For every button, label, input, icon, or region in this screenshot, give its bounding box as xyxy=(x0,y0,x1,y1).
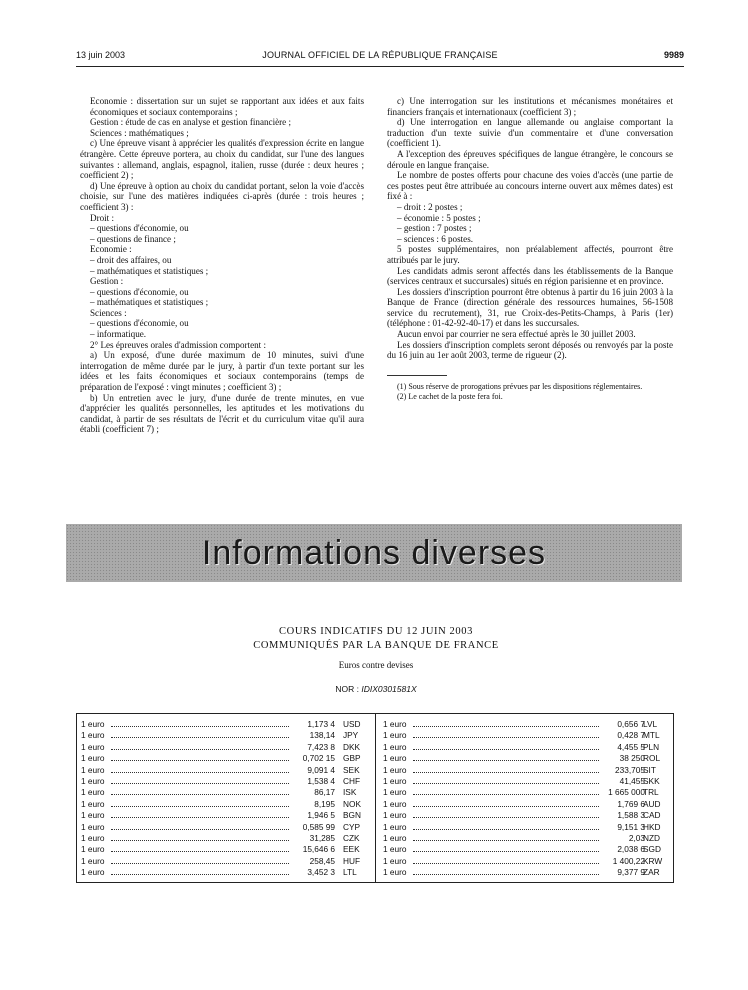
rate-value: 9,091 4 xyxy=(307,764,335,775)
paragraph: – informatique. xyxy=(90,329,147,340)
rate-row xyxy=(81,719,371,730)
rate-unit: 1 euro xyxy=(383,741,407,752)
currency-code: JPY xyxy=(343,730,359,741)
footnotes xyxy=(387,375,673,402)
rate-unit: 1 euro xyxy=(383,832,407,843)
rate-value: 0,656 7 xyxy=(617,719,645,729)
paragraph: Droit : xyxy=(90,212,114,223)
dot-leader xyxy=(111,772,289,773)
rate-row xyxy=(81,833,371,844)
rate-row xyxy=(81,810,371,821)
rate-unit: 1 euro xyxy=(81,719,105,729)
dot-leader xyxy=(111,863,289,864)
paragraph: – questions d'économie, ou xyxy=(90,286,189,297)
paragraph: Gestion : xyxy=(90,276,124,287)
rate-unit: 1 euro xyxy=(383,855,407,866)
paragraph: Gestion : étude de cas en analyse et gestion financière ; xyxy=(90,117,291,128)
rate-row xyxy=(81,765,371,776)
dot-leader xyxy=(413,794,599,795)
rate-row xyxy=(81,730,371,741)
rate-unit: 1 euro xyxy=(383,753,407,764)
currency-code: CAD xyxy=(643,810,661,821)
nor-reference xyxy=(76,684,676,694)
paragraph: Economie : xyxy=(90,244,132,255)
dot-leader xyxy=(413,863,599,864)
currency-code: SKK xyxy=(643,775,660,786)
rate-row xyxy=(383,822,673,833)
rate-row xyxy=(81,856,371,867)
paragraph: – droit des affaires, ou xyxy=(90,254,172,265)
rates-title-line-2: COMMUNIQUÉS PAR LA BANQUE DE FRANCE xyxy=(253,640,499,651)
banner-title: Informations diverses xyxy=(201,534,547,572)
rate-value: 138,14 xyxy=(309,730,335,741)
paragraph: a) Un exposé, d'une durée maximum de 10 minutes, suivi d'une interrogation de même durée par le jury, à partir d'un texte portant sur les idées et les faits économiques et sociaux contemporains (temps de préparation de l'exposé : vingt minutes ; coefficient 3) ; xyxy=(80,350,364,393)
rate-value: 41,455 xyxy=(619,775,645,786)
header-rule xyxy=(76,66,684,67)
rate-row xyxy=(383,787,673,798)
paragraph: Les candidats admis seront affectés dans les établissements de la Banque (services centraux et succursales) situés en région parisienne et en province. xyxy=(387,265,673,287)
dot-leader xyxy=(413,829,599,830)
dot-leader xyxy=(413,806,599,807)
rate-value: 0,585 99 xyxy=(302,821,335,832)
exchange-rates-table xyxy=(76,713,674,883)
dot-leader xyxy=(111,783,289,784)
rate-row xyxy=(383,833,673,844)
paragraph: Economie : dissertation sur un sujet se rapportant aux idées et aux faits économiques et sociaux contemporains ; xyxy=(90,96,364,117)
footnote-rule xyxy=(387,375,447,376)
paragraph: Les dossiers d'inscription pourront être obtenus à partir du 16 juin 2003 à la Banque de France (direction générale des ressources humaines, 56-1508 service du recrutement), 31, rue Croix-des-Petits-Champs, à Paris (1er) (téléphone : 01-42-92-40-17) et dans les succursales. xyxy=(387,286,673,329)
rate-unit: 1 euro xyxy=(383,821,407,832)
rate-value: 15,646 6 xyxy=(302,844,335,855)
rate-value: 1,588 3 xyxy=(617,810,645,821)
rate-unit: 1 euro xyxy=(81,832,105,843)
rate-row xyxy=(81,799,371,810)
rate-value: 8,195 xyxy=(314,798,335,809)
paragraph: Les dossiers d'inscription complets seront déposés ou renvoyés par la poste du 16 juin au 1er août 2003, terme de rigueur (2). xyxy=(387,339,673,361)
dot-leader xyxy=(111,829,289,830)
currency-code: HKD xyxy=(643,821,661,832)
paragraph: d) Une interrogation en langue allemande ou anglaise comportant la traduction d'un texte suivie d'un commentaire et d'une conversation (coefficient 1). xyxy=(387,117,673,149)
rate-unit: 1 euro xyxy=(81,844,105,855)
currency-code: DKK xyxy=(343,741,361,752)
dot-leader xyxy=(413,760,599,761)
currency-code: TRL xyxy=(643,787,659,798)
rate-value: 0,428 7 xyxy=(617,730,645,741)
currency-code: KRW xyxy=(643,855,663,866)
rate-value: 1,769 6 xyxy=(617,798,645,809)
currency-code: AUD xyxy=(643,798,661,809)
rate-row xyxy=(383,776,673,787)
rates-column-left xyxy=(81,719,371,878)
currency-code: NOK xyxy=(343,798,361,809)
dot-leader xyxy=(413,772,599,773)
rate-row xyxy=(81,787,371,798)
currency-code: ZAR xyxy=(643,867,660,878)
currency-code: USD xyxy=(343,719,361,729)
currency-code: CYP xyxy=(343,821,361,832)
dot-leader xyxy=(111,806,289,807)
table-divider xyxy=(375,714,376,882)
rate-row xyxy=(81,867,371,878)
footnote-1: (1) Sous réserve de prorogations prévues par les dispositions réglementaires. xyxy=(397,381,643,391)
header-page-number: 9989 xyxy=(663,50,684,60)
currency-code: LTL xyxy=(343,867,357,878)
rate-unit: 1 euro xyxy=(383,810,407,821)
rate-row xyxy=(81,753,371,764)
paragraph: – sciences : 6 postes. xyxy=(397,233,474,244)
dot-leader xyxy=(111,737,289,738)
rate-value: 86,17 xyxy=(314,787,335,798)
currency-code: SGD xyxy=(643,844,661,855)
footnote-2: (2) Le cachet de la poste fera foi. xyxy=(397,391,503,401)
rate-unit: 1 euro xyxy=(383,867,407,878)
dot-leader xyxy=(413,874,599,875)
dot-leader xyxy=(413,817,599,818)
rate-value: 1,538 4 xyxy=(307,775,335,786)
rates-subtitle: Euros contre devises xyxy=(338,660,414,670)
rate-row xyxy=(383,810,673,821)
rate-row xyxy=(383,765,673,776)
paragraph: – questions d'économie, ou xyxy=(90,318,189,329)
rate-value: 2,03 xyxy=(628,832,645,843)
paragraph: – économie : 5 postes ; xyxy=(397,212,481,223)
dot-leader xyxy=(111,851,289,852)
rate-unit: 1 euro xyxy=(383,844,407,855)
currency-code: GBP xyxy=(343,753,361,764)
dot-leader xyxy=(413,840,599,841)
dot-leader xyxy=(111,726,289,727)
rate-value: 258,45 xyxy=(309,855,335,866)
rate-unit: 1 euro xyxy=(81,867,105,878)
paragraph: c) Une interrogation sur les institutions et mécanismes monétaires et financiers français et internationaux (coefficient 3) ; xyxy=(387,96,673,117)
header-journal-title: JOURNAL OFFICIEL DE LA RÉPUBLIQUE FRANÇAISE xyxy=(262,50,498,60)
paragraph: – mathématiques et statistiques ; xyxy=(90,265,209,276)
rate-value: 9,377 9 xyxy=(617,867,645,878)
currency-code: LVL xyxy=(643,719,658,729)
rate-unit: 1 euro xyxy=(81,775,105,786)
nor-code: IDIX0301581X xyxy=(361,684,417,694)
rate-row xyxy=(383,730,673,741)
dot-leader xyxy=(111,749,289,750)
dot-leader xyxy=(413,783,599,784)
currency-code: ROL xyxy=(643,753,661,764)
rate-unit: 1 euro xyxy=(383,798,407,809)
rate-unit: 1 euro xyxy=(81,753,105,764)
rate-unit: 1 euro xyxy=(383,775,407,786)
paragraph: – mathématiques et statistiques ; xyxy=(90,297,209,308)
paragraph: A l'exception des épreuves spécifiques de langue étrangère, le concours se déroule en langue française. xyxy=(387,148,673,170)
rate-value: 0,702 15 xyxy=(302,753,335,764)
rate-unit: 1 euro xyxy=(383,787,407,798)
currency-code: CHF xyxy=(343,775,361,786)
currency-code: BGN xyxy=(343,810,361,821)
rate-row xyxy=(81,776,371,787)
rate-value: 9,151 3 xyxy=(617,821,645,832)
rate-row xyxy=(81,742,371,753)
currency-code: HUF xyxy=(343,855,361,866)
paragraph: Sciences : xyxy=(90,307,127,318)
rate-row xyxy=(383,742,673,753)
currency-code: CZK xyxy=(343,832,360,843)
rate-row xyxy=(383,867,673,878)
left-text-column xyxy=(80,96,364,435)
rate-unit: 1 euro xyxy=(81,730,105,741)
right-text-column xyxy=(387,96,673,402)
rate-row xyxy=(383,856,673,867)
rate-unit: 1 euro xyxy=(81,787,105,798)
section-banner xyxy=(66,524,682,582)
dot-leader xyxy=(111,840,289,841)
rate-value: 1,946 5 xyxy=(307,810,335,821)
currency-code: ISK xyxy=(343,787,357,798)
dot-leader xyxy=(413,749,599,750)
rate-row xyxy=(383,753,673,764)
rate-value: 31,285 xyxy=(309,832,335,843)
rate-row xyxy=(383,719,673,730)
paragraph: – questions d'économie, ou xyxy=(90,223,189,234)
rate-unit: 1 euro xyxy=(383,730,407,741)
paragraph: Aucun envoi par courrier ne sera effectué après le 30 juillet 2003. xyxy=(397,329,636,340)
rate-value: 38 250 xyxy=(619,753,645,764)
currency-code: EEK xyxy=(343,844,360,855)
dot-leader xyxy=(413,737,599,738)
currency-code: PLN xyxy=(643,741,660,752)
paragraph: Sciences : mathématiques ; xyxy=(90,127,189,138)
rate-unit: 1 euro xyxy=(81,855,105,866)
rate-unit: 1 euro xyxy=(81,764,105,775)
rate-row xyxy=(81,844,371,855)
rate-unit: 1 euro xyxy=(81,821,105,832)
rate-row xyxy=(383,799,673,810)
rate-value: 1 400,22 xyxy=(612,855,645,866)
currency-code: SEK xyxy=(343,764,360,775)
rate-unit: 1 euro xyxy=(383,719,407,729)
nor-label: NOR : xyxy=(335,684,359,694)
rates-title-line-1: COURS INDICATIFS DU 12 JUIN 2003 xyxy=(279,626,473,637)
dot-leader xyxy=(111,794,289,795)
rate-unit: 1 euro xyxy=(81,741,105,752)
rate-unit: 1 euro xyxy=(81,798,105,809)
rate-value: 2,038 6 xyxy=(617,844,645,855)
dot-leader xyxy=(111,817,289,818)
rates-column-right xyxy=(383,719,673,878)
rate-value: 3,452 3 xyxy=(307,867,335,878)
rate-unit: 1 euro xyxy=(383,764,407,775)
rate-unit: 1 euro xyxy=(81,810,105,821)
paragraph: – gestion : 7 postes ; xyxy=(397,223,472,234)
dot-leader xyxy=(413,726,599,727)
dot-leader xyxy=(413,851,599,852)
page-header xyxy=(76,50,684,64)
rate-row xyxy=(383,844,673,855)
rate-value: 4,455 5 xyxy=(617,741,645,752)
paragraph: – droit : 2 postes ; xyxy=(397,201,463,212)
right-paragraphs xyxy=(387,96,673,361)
paragraph: c) Une épreuve visant à apprécier les qualités d'expression écrite en langue étrangère. Cette épreuve portera, au choix du candidat, sur l'une des langues suivantes : allemand, anglais, espagnol, italien, russe (durée : deux heures ; coefficient 2) ; xyxy=(80,138,364,181)
paragraph: Le nombre de postes offerts pour chacune des voies d'accès (une partie de ces postes peut être attribuée au concours interne ouvert aux mêmes dates) est fixé à : xyxy=(387,170,673,202)
dot-leader xyxy=(111,760,289,761)
currency-code: NZD xyxy=(643,832,661,843)
rate-value: 1,173 4 xyxy=(307,719,335,729)
paragraph: – questions de finance ; xyxy=(90,233,176,244)
paragraph: d) Une épreuve à option au choix du candidat portant, selon la voie d'accès choisie, sur l'une des matières indiquées ci-après (durée : trois heures ; coefficient 3) : xyxy=(80,180,364,212)
rate-row xyxy=(81,822,371,833)
paragraph: 2° Les épreuves orales d'admission comportent : xyxy=(90,339,266,350)
rate-value: 233,705 xyxy=(615,764,645,775)
rate-value: 7,423 8 xyxy=(307,741,335,752)
rate-value: 1 665 000 xyxy=(608,787,645,798)
paragraph: b) Un entretien avec le jury, d'une durée de trente minutes, en vue d'apprécier les qualités personnelles, les aptitudes et les motivations du candidat, à partir de ses résultats de l'écrit et du curriculum vitae qu'il aura établi (coefficient 7) ; xyxy=(80,392,364,435)
currency-code: MTL xyxy=(643,730,660,741)
dot-leader xyxy=(111,874,289,875)
currency-code: SIT xyxy=(643,764,656,775)
paragraph: 5 postes supplémentaires, non préalablement affectés, pourront être attribués par le jury. xyxy=(387,244,673,265)
header-date: 13 juin 2003 xyxy=(76,50,126,60)
